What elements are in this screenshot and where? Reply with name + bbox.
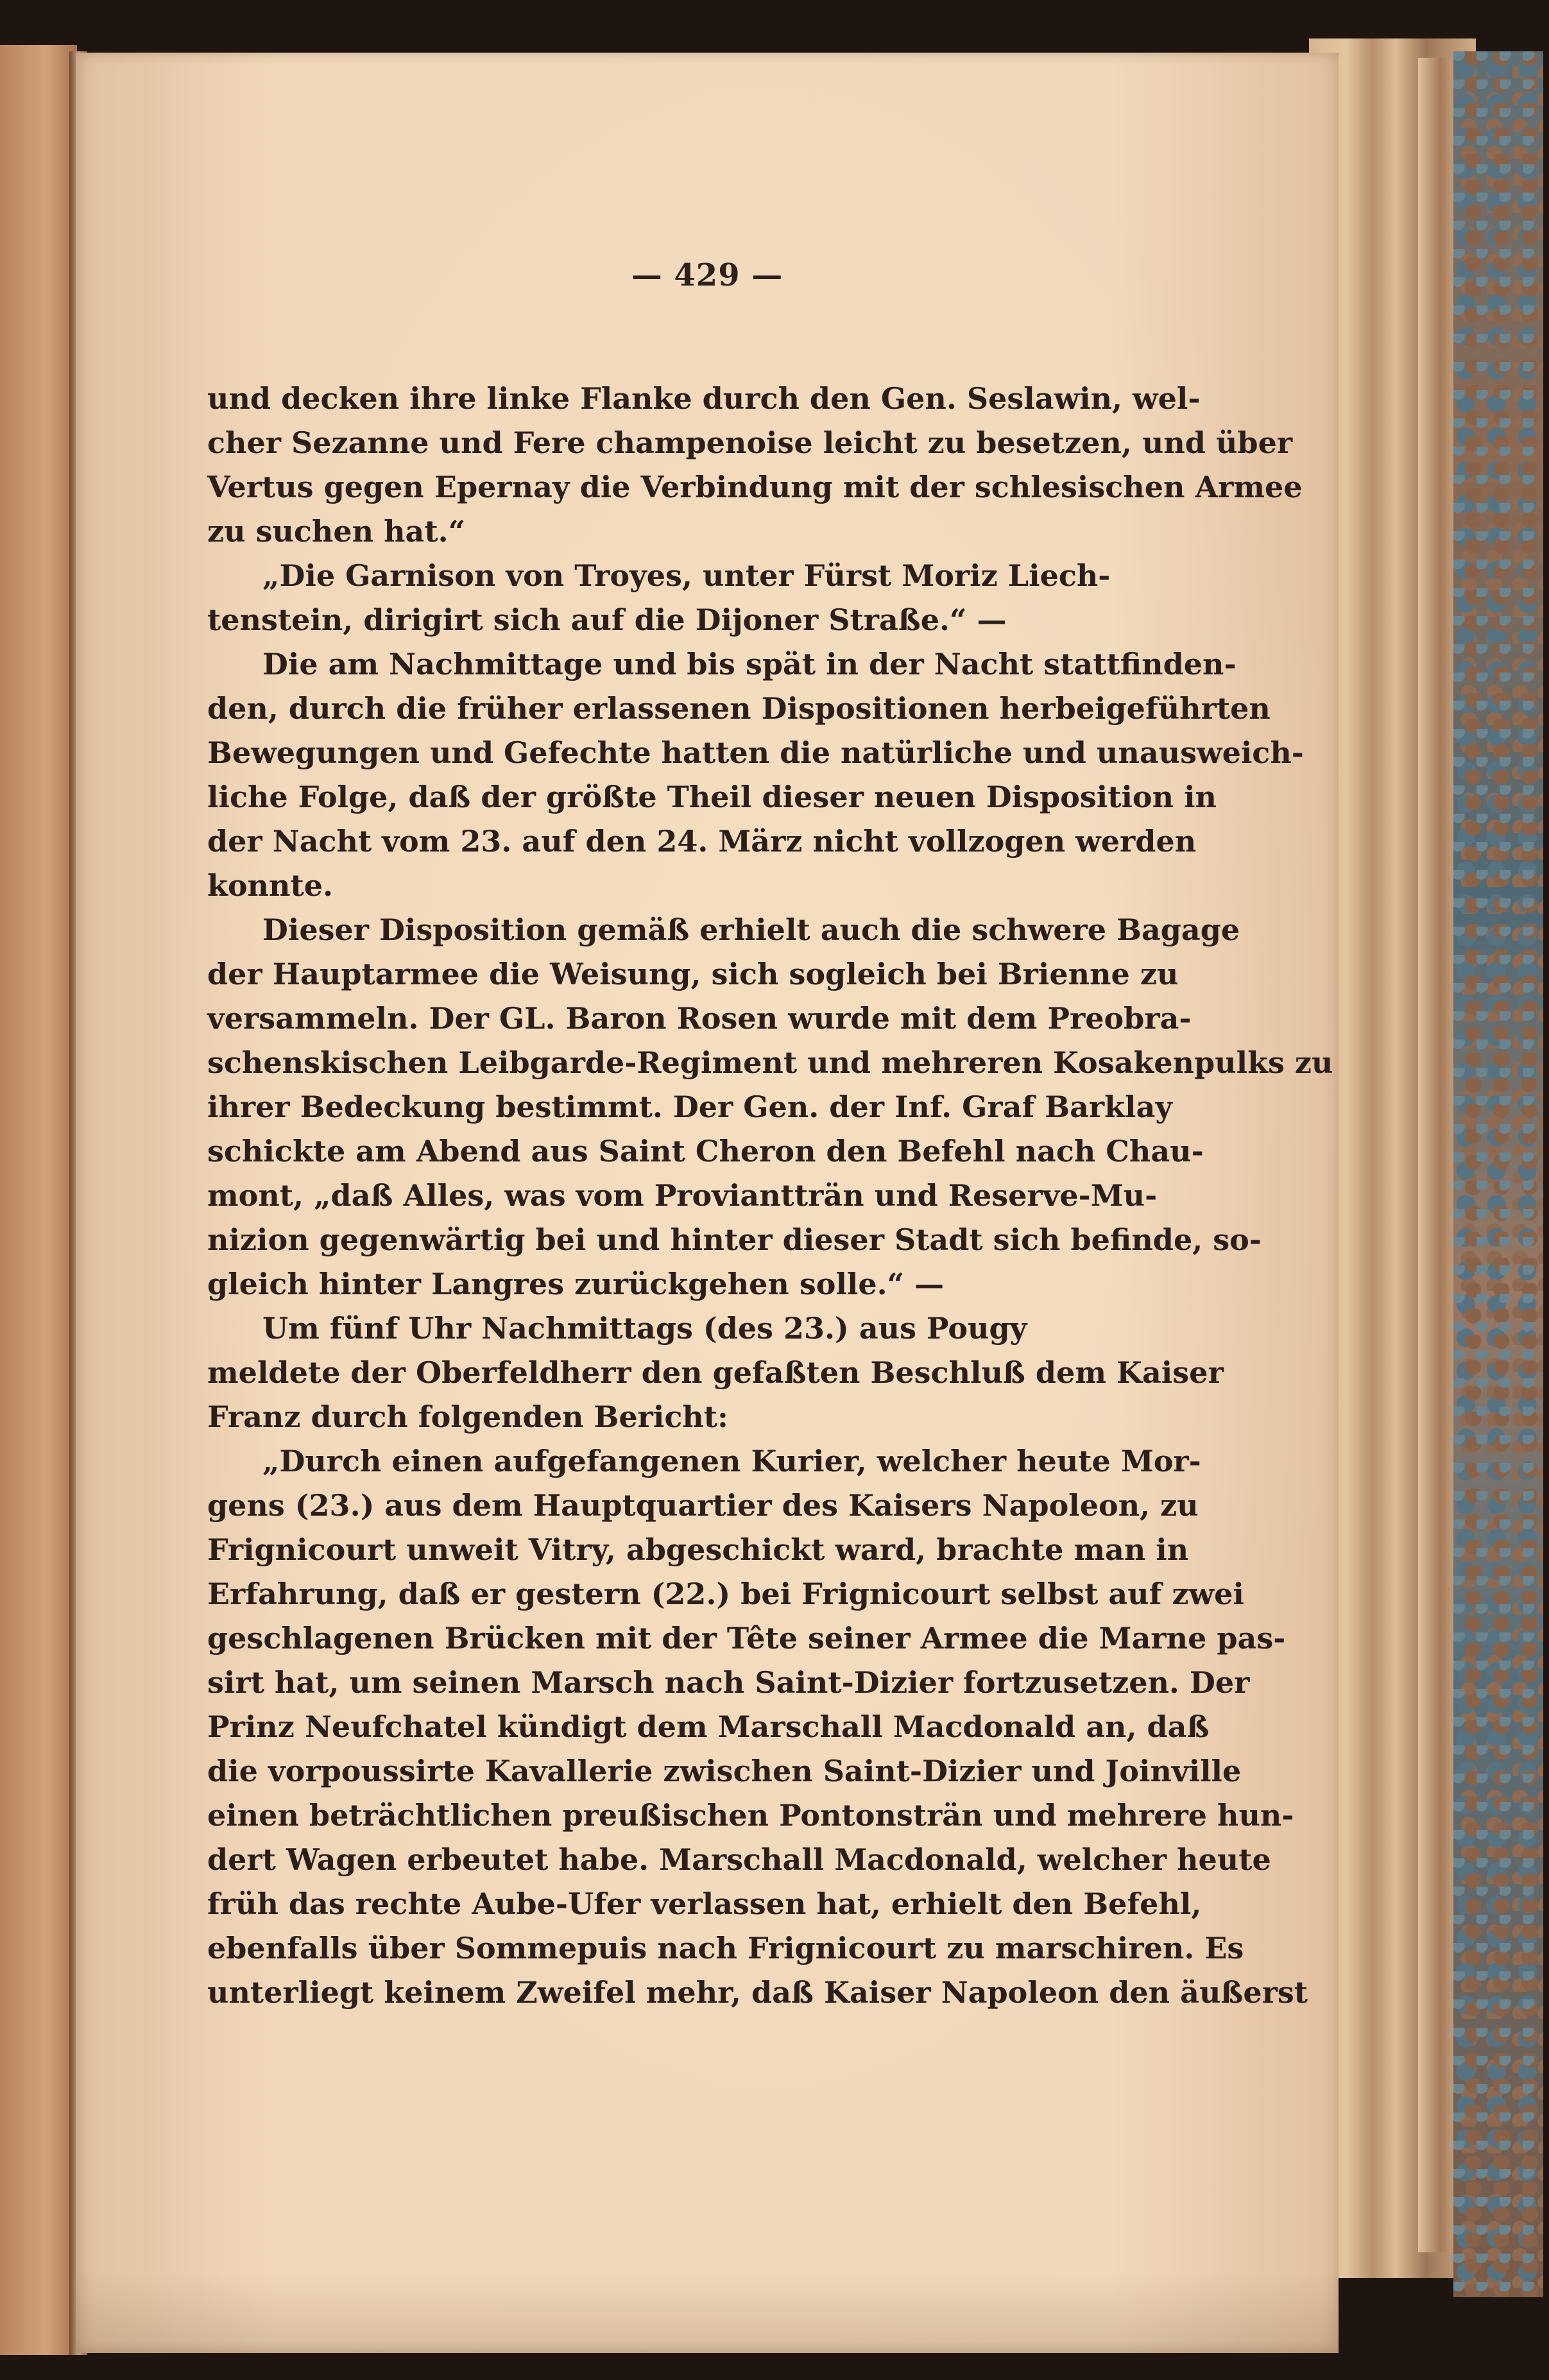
text-line: der Hauptarmee die Weisung, sich sogleich bei Brienne zu <box>207 957 1179 991</box>
text-line: meldete der Oberfeldherr den gefaßten Beschluß dem Kaiser <box>207 1355 1224 1390</box>
text-line: schickte am Abend aus Saint Cheron den Befehl nach Chau- <box>207 1134 1204 1169</box>
text-line: geschlagenen Brücken mit der Tête seiner Armee die Marne pas- <box>207 1621 1286 1656</box>
page-number: — 429 — <box>631 257 783 293</box>
text-line: schenskischen Leibgarde-Regiment und mehreren Kosakenpulks zu <box>207 1045 1333 1080</box>
marbled-book-edge <box>1453 51 1543 2297</box>
text-line: Um fünf Uhr Nachmittags (des 23.) aus Pougy <box>262 1311 1027 1346</box>
text-line: Vertus gegen Epernay die Verbindung mit der schlesischen Armee <box>207 470 1303 504</box>
text-line: der Nacht vom 23. auf den 24. März nicht vollzogen werden <box>207 824 1197 859</box>
page-bottom-shade <box>76 2272 1339 2353</box>
text-line: mont, „daß Alles, was vom Proviantträn und Reserve-Mu- <box>207 1178 1158 1213</box>
text-line: Erfahrung, daß er gestern (22.) bei Frignicourt selbst auf zwei <box>207 1577 1244 1611</box>
text-line: Franz durch folgenden Bericht: <box>207 1400 729 1434</box>
text-line: einen beträchtlichen preußischen Pontonsträn und mehrere hun- <box>207 1798 1294 1833</box>
text-line: liche Folge, daß der größte Theil dieser neuen Disposition in <box>207 780 1217 814</box>
text-line: „Die Garnison von Troyes, unter Fürst Moriz Liech- <box>262 558 1111 593</box>
text-line: Frignicourt unweit Vitry, abgeschickt ward, brachte man in <box>207 1532 1189 1567</box>
text-line: unterliegt keinem Zweifel mehr, daß Kaiser Napoleon den äußerst <box>207 1975 1308 2010</box>
text-line: sirt hat, um seinen Marsch nach Saint-Dizier fortzusetzen. Der <box>207 1665 1250 1700</box>
text-line: „Durch einen aufgefangenen Kurier, welcher heute Mor- <box>262 1444 1201 1478</box>
text-line: und decken ihre linke Flanke durch den Gen. Seslawin, wel- <box>207 381 1201 416</box>
text-line: gleich hinter Langres zurückgehen solle.“ — <box>207 1267 945 1301</box>
text-line: versammeln. Der GL. Baron Rosen wurde mit dem Preobra- <box>207 1001 1192 1036</box>
page-text <box>207 377 1333 2015</box>
book-page <box>76 53 1339 2353</box>
text-line: früh das rechte Aube-Ufer verlassen hat, erhielt den Befehl, <box>207 1887 1202 1921</box>
text-line: Bewegungen und Gefechte hatten die natürliche und unausweich- <box>207 735 1304 770</box>
left-page-edge <box>0 45 77 2355</box>
text-line: Prinz Neufchatel kündigt dem Marschall Macdonald an, daß <box>207 1709 1210 1744</box>
text-line: ihrer Bedeckung bestimmt. Der Gen. der Inf. Graf Barklay <box>207 1090 1173 1124</box>
text-line: dert Wagen erbeutet habe. Marschall Macdonald, welcher heute <box>207 1842 1271 1877</box>
text-line: tenstein, dirigirt sich auf die Dijoner Straße.“ — <box>207 603 1007 637</box>
text-line: cher Sezanne und Fere champenoise leicht zu besetzen, und über <box>207 425 1293 460</box>
text-line: den, durch die früher erlassenen Dispositionen herbeigeführten <box>207 691 1271 726</box>
text-line: ebenfalls über Sommepuis nach Frignicourt zu marschiren. Es <box>207 1931 1244 1965</box>
text-line: gens (23.) aus dem Hauptquartier des Kaisers Napoleon, zu <box>207 1488 1199 1523</box>
text-line: Die am Nachmittage und bis spät in der Nacht stattfinden- <box>262 647 1237 681</box>
text-line: die vorpoussirte Kavallerie zwischen Saint-Dizier und Joinville <box>207 1754 1242 1788</box>
text-line: zu suchen hat.“ <box>207 514 466 549</box>
text-line: konnte. <box>207 868 333 903</box>
text-line: nizion gegenwärtig bei und hinter dieser Stadt sich befinde, so- <box>207 1222 1262 1257</box>
text-line: Dieser Disposition gemäß erhielt auch die schwere Bagage <box>262 912 1240 947</box>
